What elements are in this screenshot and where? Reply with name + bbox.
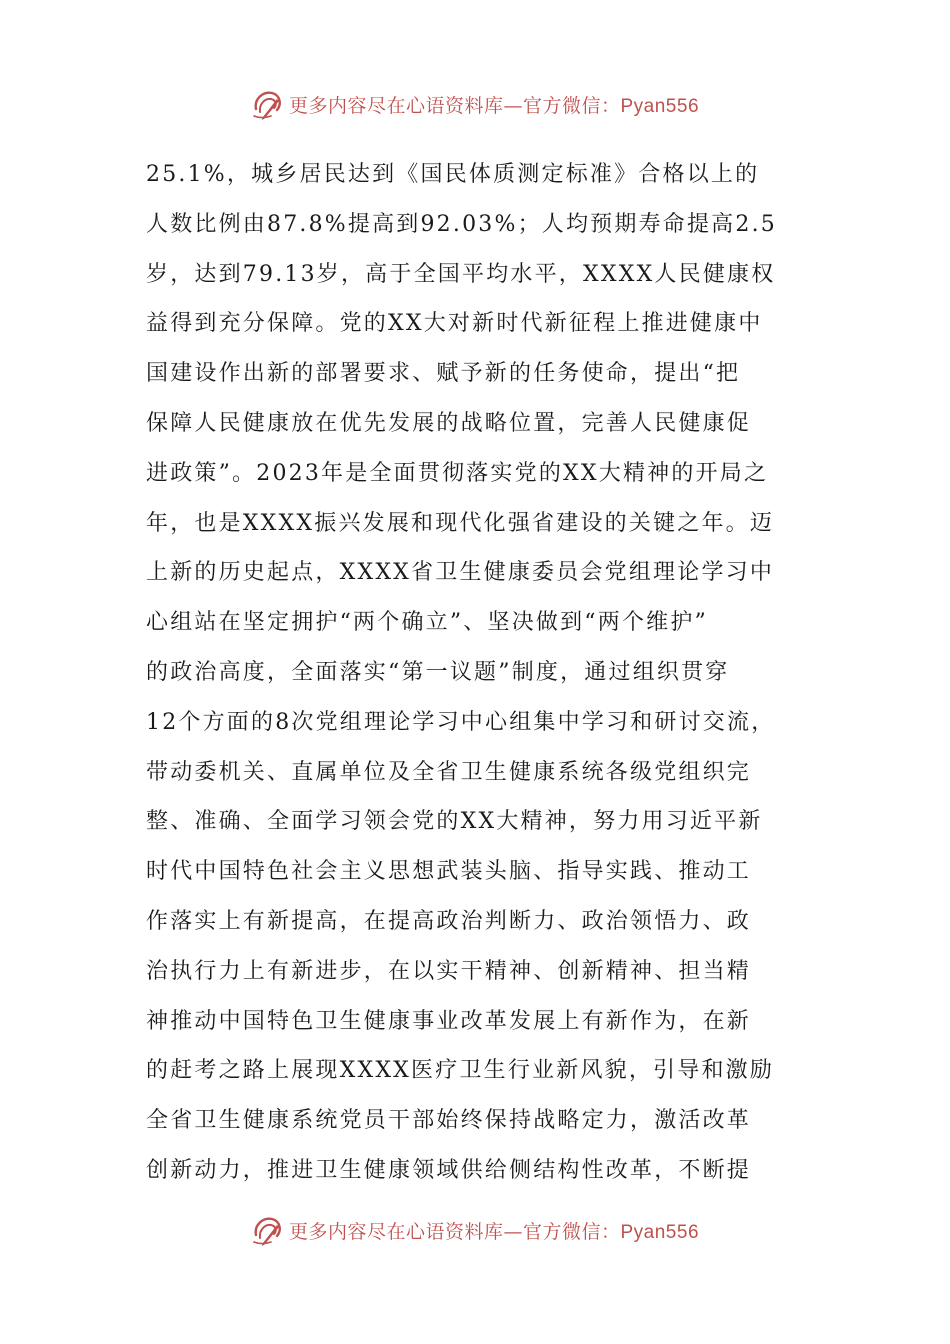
header-text bbox=[289, 91, 699, 118]
paragraph-line: 国建设作出新的部署要求、赋予新的任务使命，提出“把 bbox=[146, 361, 741, 387]
paragraph-line: 上新的历史起点，XXXX省卫生健康委员会党组理论学习中 bbox=[146, 560, 775, 586]
paragraph-line: 神推动中国特色卫生健康事业改革发展上有新作为，在新 bbox=[146, 1008, 752, 1034]
paragraph-line: 年，也是XXXX振兴发展和现代化强省建设的关键之年。迈 bbox=[146, 510, 775, 536]
paragraph-line: 带动委机关、直属单位及全省卫生健康系统各级党组织完 bbox=[146, 759, 752, 785]
paragraph-line: 的赶考之路上展现XXXX医疗卫生行业新风貌，引导和激励 bbox=[146, 1058, 775, 1084]
paragraph-line: 进政策”。2023年是全面贯彻落实党的XX大精神的开局之 bbox=[146, 460, 769, 486]
pen-swirl-logo-icon bbox=[251, 87, 285, 121]
header-wechat-label: 官方微信： bbox=[522, 94, 621, 117]
paragraph-line: 全省卫生健康系统党员干部始终保持战略定力，激活改革 bbox=[146, 1108, 752, 1134]
pen-swirl-logo-icon bbox=[251, 1213, 285, 1247]
header-banner bbox=[0, 84, 950, 124]
header-wechat-id: Pyan556 bbox=[620, 95, 700, 117]
paragraph-line: 的政治高度，全面落实“第一议题”制度，通过组织贯穿 bbox=[146, 659, 730, 685]
paragraph-line: 作落实上有新提高，在提高政治判断力、政治领悟力、政 bbox=[146, 908, 752, 934]
paragraph-line: 整、准确、全面学习领会党的XX大精神，努力用习近平新 bbox=[146, 809, 763, 835]
footer-separator: — bbox=[503, 1220, 523, 1243]
header-separator: — bbox=[503, 94, 523, 117]
footer-wechat-id: Pyan556 bbox=[620, 1221, 700, 1243]
footer-slogan: 更多内容尽在心语资料库 bbox=[288, 1220, 504, 1243]
document-body bbox=[146, 150, 806, 1196]
paragraph-line: 人数比例由87.8%提高到92.03%；人均预期寿命提高2.5 bbox=[146, 211, 777, 237]
header-slogan: 更多内容尽在心语资料库 bbox=[288, 94, 504, 117]
paragraph-line: 保障人民健康放在优先发展的战略位置，完善人民健康促 bbox=[146, 410, 752, 436]
paragraph-line: 心组站在坚定拥护“两个确立”、坚决做到“两个维护” bbox=[146, 610, 708, 636]
paragraph-line: 25.1%，城乡居民达到《国民体质测定标准》合格以上的 bbox=[146, 162, 760, 187]
paragraph-line: 益得到充分保障。党的XX大对新时代新征程上推进健康中 bbox=[146, 311, 763, 337]
footer-wechat-label: 官方微信： bbox=[522, 1220, 621, 1243]
paragraph-line: 时代中国特色社会主义思想武装头脑、指导实践、推动工 bbox=[146, 859, 752, 885]
footer-banner bbox=[0, 1210, 950, 1250]
footer-text bbox=[289, 1217, 699, 1244]
paragraph-line: 治执行力上有新进步，在以实干精神、创新精神、担当精 bbox=[146, 958, 752, 984]
paragraph-line: 创新动力，推进卫生健康领域供给侧结构性改革，不断提 bbox=[146, 1157, 752, 1183]
paragraph-line: 岁，达到79.13岁，高于全国平均水平，XXXX人民健康权 bbox=[146, 261, 776, 287]
paragraph-line: 12个方面的8次党组理论学习中心组集中学习和研讨交流， bbox=[146, 709, 776, 735]
